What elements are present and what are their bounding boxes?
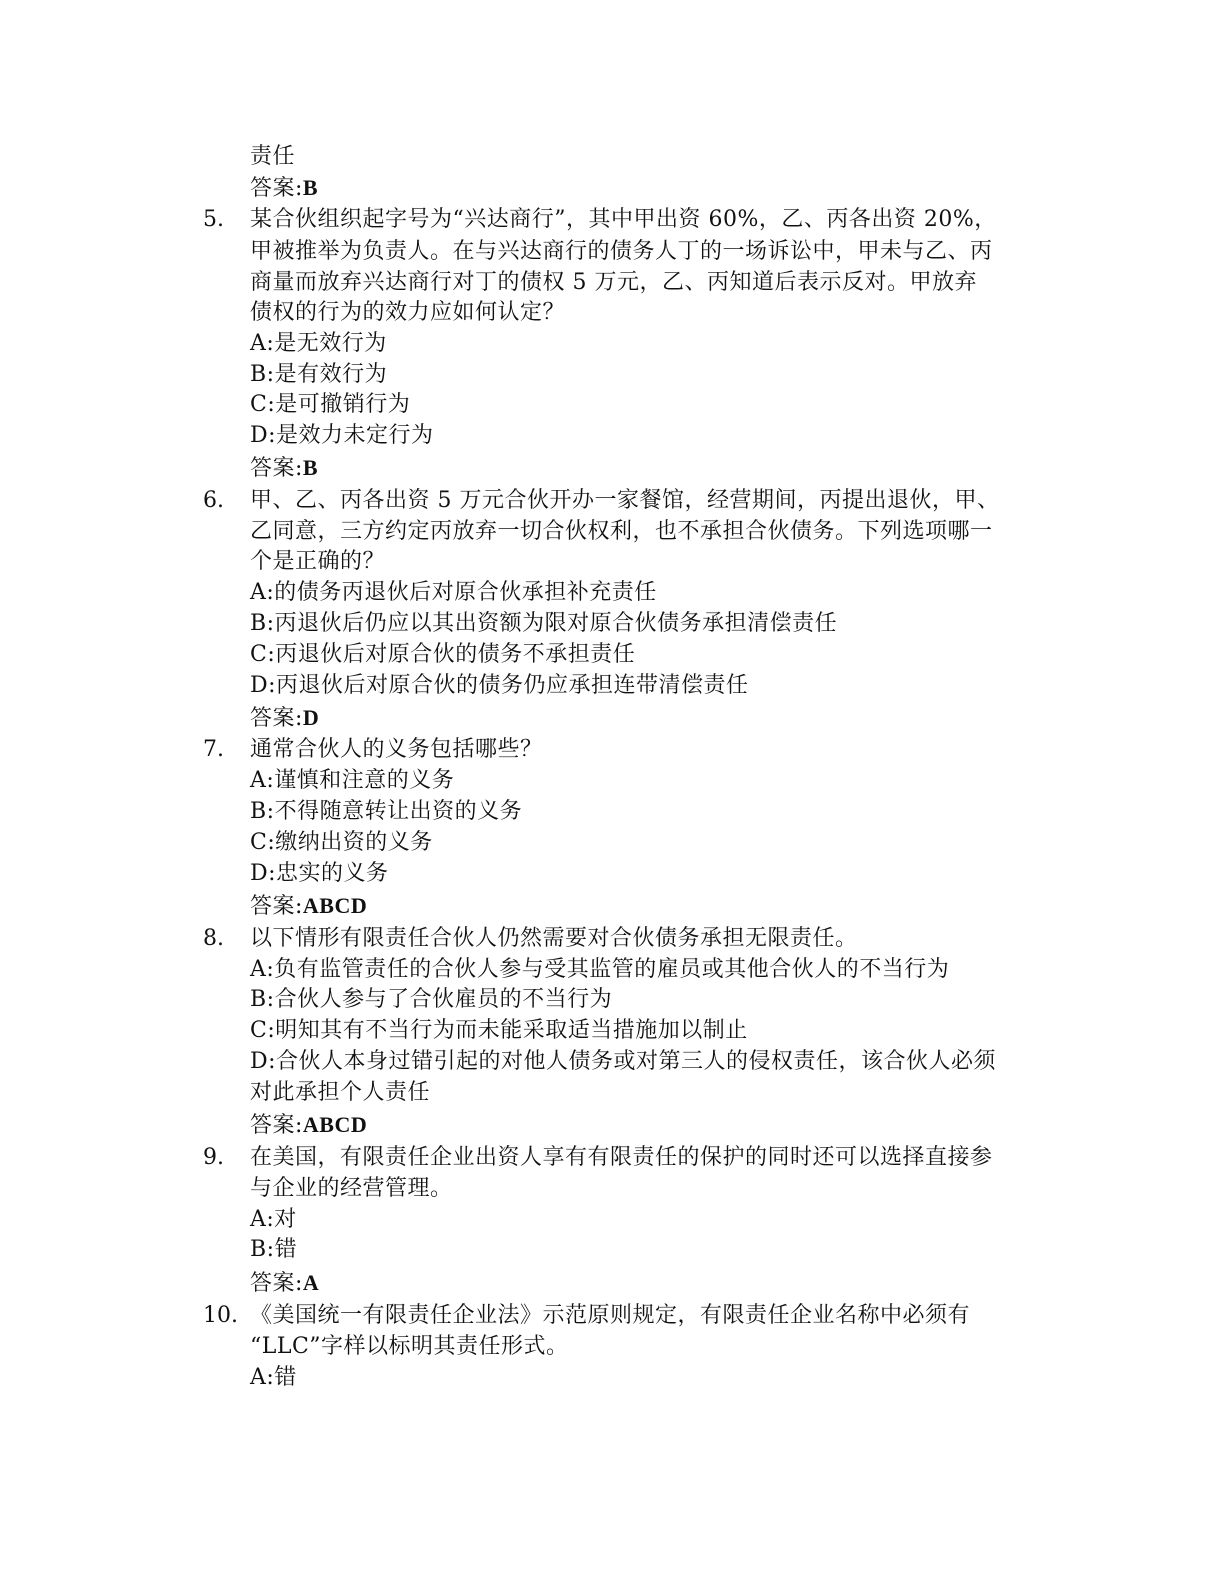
- answer-label: 答案:: [250, 1271, 303, 1296]
- question-stem-line: 与企业的经营管理。: [250, 1176, 453, 1201]
- question-stem-line: 在美国，有限责任企业出资人享有有限责任的保护的同时还可以选择直接参: [250, 1145, 993, 1170]
- question-stem-line: 《美国统一有限责任企业法》示范原则规定，有限责任企业名称中必须有: [250, 1303, 971, 1328]
- question-stem-line: 通常合伙人的义务包括哪些？: [250, 737, 543, 762]
- answer-line: [250, 453, 318, 484]
- question-number: 10.: [203, 1303, 238, 1328]
- option-b: B:是有效行为: [250, 362, 388, 387]
- answer-value: B: [302, 455, 319, 480]
- option-a: A:错: [250, 1365, 297, 1390]
- option-d: D:忠实的义务: [250, 861, 389, 886]
- option-b: B:合伙人参与了合伙雇员的不当行为: [250, 987, 613, 1012]
- question-number: 8.: [203, 926, 224, 951]
- option-d: D:丙退伙后对原合伙的债务仍应承担连带清偿责任: [250, 673, 749, 698]
- answer-line: [250, 1268, 319, 1299]
- answer-label: 答案:: [250, 706, 303, 731]
- answer-line: [250, 703, 319, 734]
- option-c: C:缴纳出资的义务: [250, 830, 433, 855]
- answer-label: 答案:: [250, 456, 303, 481]
- option-d: D:是效力未定行为: [250, 423, 434, 448]
- option-a: A:的债务丙退伙后对原合伙承担补充责任: [250, 580, 657, 605]
- answer-value: A: [302, 1270, 320, 1295]
- option-d: D:合伙人本身过错引起的对他人债务或对第三人的侵权责任，该合伙人必须: [250, 1049, 997, 1074]
- option-a: A:负有监管责任的合伙人参与受其监管的雇员或其他合伙人的不当行为: [250, 957, 950, 982]
- option-a: A:对: [250, 1207, 297, 1232]
- option-a: A:谨慎和注意的义务: [250, 768, 455, 793]
- continuation-text: 责任: [250, 144, 296, 169]
- question-number: 9.: [203, 1145, 224, 1170]
- answer-value: D: [302, 705, 320, 730]
- option-c: C:明知其有不当行为而未能采取适当措施加以制止: [250, 1018, 748, 1043]
- answer-label: 答案:: [250, 1113, 303, 1138]
- question-stem-line: 商量而放弃兴达商行对丁的债权 5 万元，乙、丙知道后表示反对。甲放弃: [250, 270, 977, 295]
- answer-label: 答案:: [250, 176, 303, 201]
- question-stem-line: 债权的行为的效力应如何认定？: [250, 300, 566, 325]
- option-c: C:是可撤销行为: [250, 392, 411, 417]
- question-stem-line: 乙同意，三方约定丙放弃一切合伙权利，也不承担合伙债务。下列选项哪一: [250, 519, 993, 544]
- question-stem-line: “LLC”字样以标明其责任形式。: [250, 1334, 569, 1359]
- option-b: B:不得随意转让出资的义务: [250, 799, 523, 824]
- question-number: 6.: [203, 488, 224, 513]
- option-b: B:错: [250, 1237, 298, 1262]
- answer-line: [250, 173, 318, 204]
- question-number: 5.: [203, 207, 224, 232]
- answer-line: [250, 891, 367, 922]
- question-number: 7.: [203, 737, 224, 762]
- option-b: B:丙退伙后仍应以其出资额为限对原合伙债务承担清偿责任: [250, 611, 838, 636]
- answer-label: 答案:: [250, 894, 303, 919]
- option-c: C:丙退伙后对原合伙的债务不承担责任: [250, 642, 636, 667]
- answer-line: [250, 1110, 367, 1141]
- question-stem-line: 以下情形有限责任合伙人仍然需要对合伙债务承担无限责任。: [250, 926, 858, 951]
- option-d-continued: 对此承担个人责任: [250, 1080, 431, 1105]
- question-stem-line: 甲被推举为负责人。在与兴达商行的债务人丁的一场诉讼中，甲未与乙、丙: [250, 239, 993, 264]
- answer-value: ABCD: [302, 893, 368, 918]
- option-a: A:是无效行为: [250, 331, 387, 356]
- answer-value: ABCD: [302, 1112, 368, 1137]
- question-stem-line: 甲、乙、丙各出资 5 万元合伙开办一家餐馆，经营期间，丙提出退伙，甲、: [250, 488, 1000, 513]
- question-stem-line: 某合伙组织起字号为“兴达商行”，其中甲出资 60%，乙、丙各出资 20%，: [250, 207, 997, 232]
- answer-value: B: [302, 175, 319, 200]
- question-stem-line: 个是正确的？: [250, 549, 386, 574]
